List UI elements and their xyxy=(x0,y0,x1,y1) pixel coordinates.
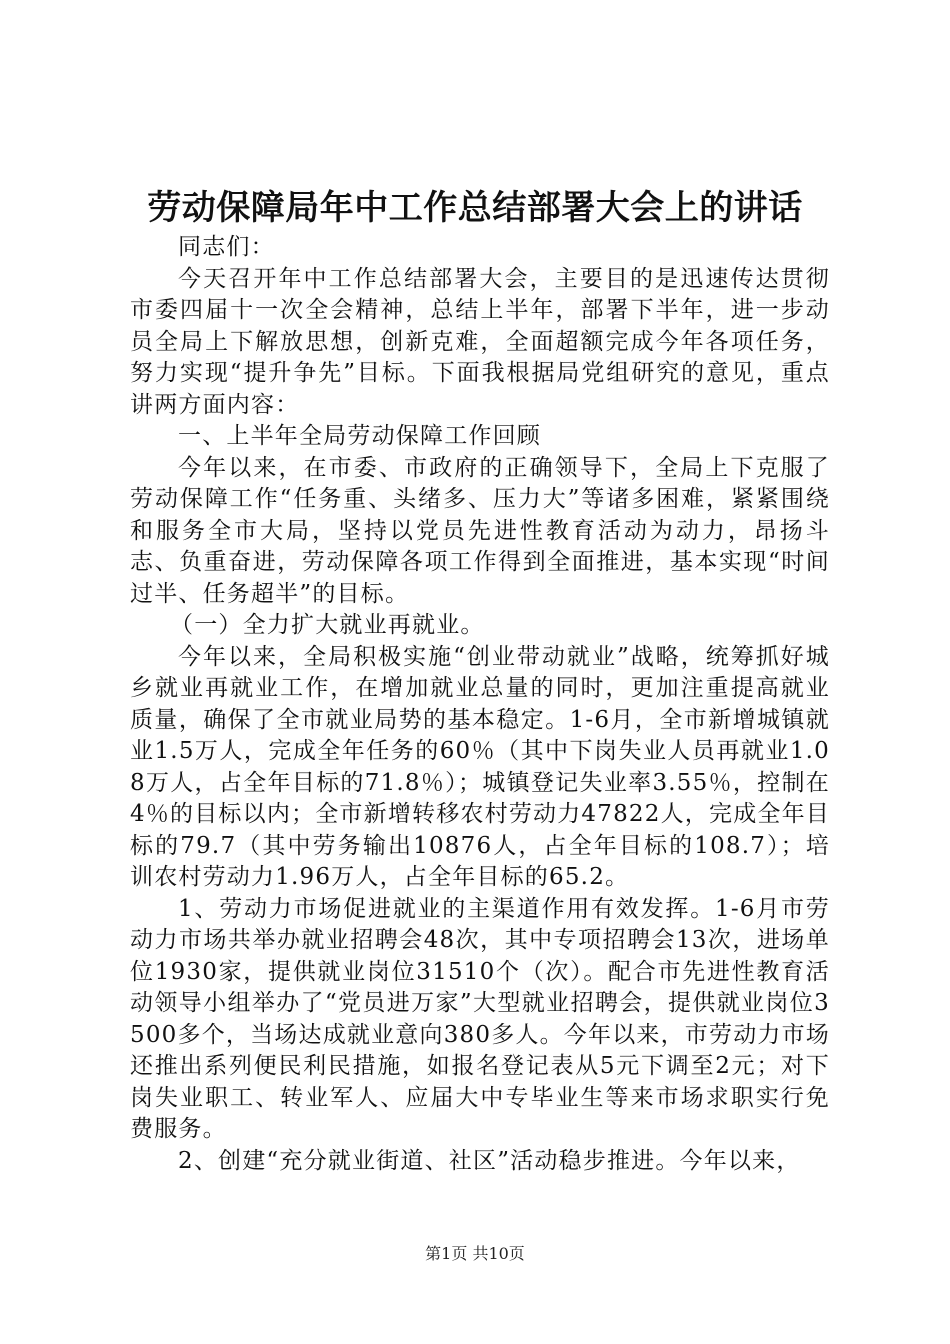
subsection-heading-one: （一）全力扩大就业再就业。 xyxy=(170,612,485,638)
paragraph-intro: 今天召开年中工作总结部署大会，主要目的是迅速传达贯彻市委四届十一次全会精神，总结上半年，部署下半年，进一步动员全局上下解放思想，创新克难，全面超额完成今年各项任务，努力实现“提升争先”目标。下面我根据局党组研究的意见，重点讲两方面内容： xyxy=(130,265,830,418)
salutation: 同志们： xyxy=(178,234,275,260)
section-heading-one: 一、上半年全局劳动保障工作回顾 xyxy=(178,423,541,449)
paragraph-review: 今年以来，在市委、市政府的正确领导下，全局上下克服了劳动保障工作“任务重、头绪多、压力大”等诸多困难，紧紧围绕和服务全市大局，坚持以党员先进性教育活动为动力，昂扬斗志、负重奋进，劳动保障各项工作得到全面推进，基本实现“时间过半、任务超半”的目标。 xyxy=(130,454,830,607)
paragraph-employment: 今年以来，全局积极实施“创业带动就业”战略，统筹抓好城乡就业再就业工作，在增加就业总量的同时，更加注重提高就业质量，确保了全市就业局势的基本稳定。1-6月，全市新增城镇就业1.5万人，完成全年任务的60％（其中下岗失业人员再就业1.08万人，占全年目标的71.8％）；城镇登记失业率3.55％，控制在4％的目标以内；全市新增转移农村劳动力47822人，完成全年目标的79.7（其中劳务输出10876人，占全年目标的108.7）；培训农村劳动力1.96万人，占全年目标的65.2。 xyxy=(130,643,830,890)
document-body xyxy=(130,232,830,1177)
document-title: 劳动保障局年中工作总结部署大会上的讲话 xyxy=(147,188,803,228)
paragraph-labor-market: 1、劳动力市场促进就业的主渠道作用有效发挥。1-6月市劳动力市场共举办就业招聘会48次，其中专项招聘会13次，进场单位1930家，提供就业岗位31510个（次）。配合市先进性教育活动领导小组举办了“党员进万家”大型就业招聘会，提供就业岗位3500多个，当场达成就业意向380多人。今年以来，市劳动力市场还推出系列便民利民措施，如报名登记表从5元下调至2元；对下岗失业职工、转业军人、应届大中专毕业生等来市场求职实行免费服务。 xyxy=(130,895,830,1142)
paragraph-community: 2、创建“充分就业街道、社区”活动稳步推进。今年以来， xyxy=(178,1147,801,1174)
page-number-footer: 第1页 共10页 xyxy=(425,1244,525,1263)
